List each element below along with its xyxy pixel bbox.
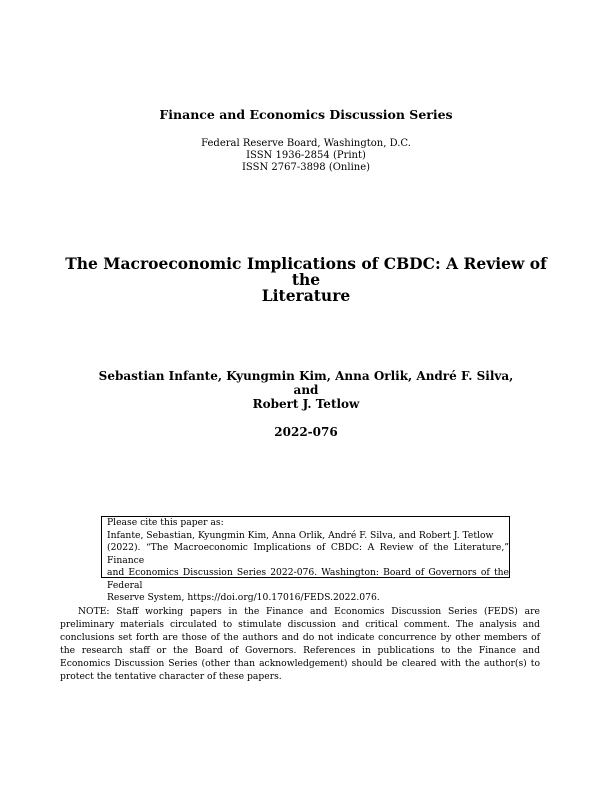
- citation-line: and Economics Discussion Series 2022-076. Washington: Board of Governors of the Federal: [107, 567, 509, 591]
- authors-line: Sebastian Infante, Kyungmin Kim, Anna Orlik, André F. Silva, and: [98, 369, 514, 397]
- authors: [90, 369, 522, 411]
- paper-title-line: The Macroeconomic Implications of CBDC: A Review of the: [65, 254, 547, 289]
- publisher-line: Federal Reserve Board, Washington, D.C.: [201, 138, 411, 149]
- issn-online: ISSN 2767-3898 (Online): [241, 162, 371, 173]
- authors-line: Robert J. Tetlow: [252, 397, 360, 411]
- citation-intro: Please cite this paper as:: [107, 517, 224, 528]
- disclaimer-note: NOTE: Staff working papers in the Finance and Economics Discussion Series (FEDS) are preliminary materials circulated to stimulate discussion and critical comment. The analysis and conclusions set forth are those of the authors and do not indicate concurrence by other members of the research staff or the Board of Governors. References in publications to the Finance and Economics Discussion Series (other than acknowledgement) should be cleared with the author(s) to protect the tentative character of these papers.: [60, 606, 540, 682]
- citation-line: Reserve System, https://doi.org/10.17016/FEDS.2022.076.: [107, 592, 380, 603]
- citation-box: [101, 516, 510, 603]
- citation-line: Infante, Sebastian, Kyungmin Kim, Anna Orlik, André F. Silva, and Robert J. Tetlow: [107, 529, 494, 541]
- paper-number: 2022-076: [274, 425, 338, 439]
- citation-line: (2022). “The Macroeconomic Implications of CBDC: A Review of the Literature,” Finance: [107, 542, 509, 566]
- paper-title-line: Literature: [261, 286, 351, 305]
- publisher-block: [0, 138, 612, 174]
- series-title: Finance and Economics Discussion Series: [159, 107, 453, 122]
- issn-print: ISSN 1936-2854 (Print): [246, 150, 366, 161]
- paper-title: [60, 256, 552, 304]
